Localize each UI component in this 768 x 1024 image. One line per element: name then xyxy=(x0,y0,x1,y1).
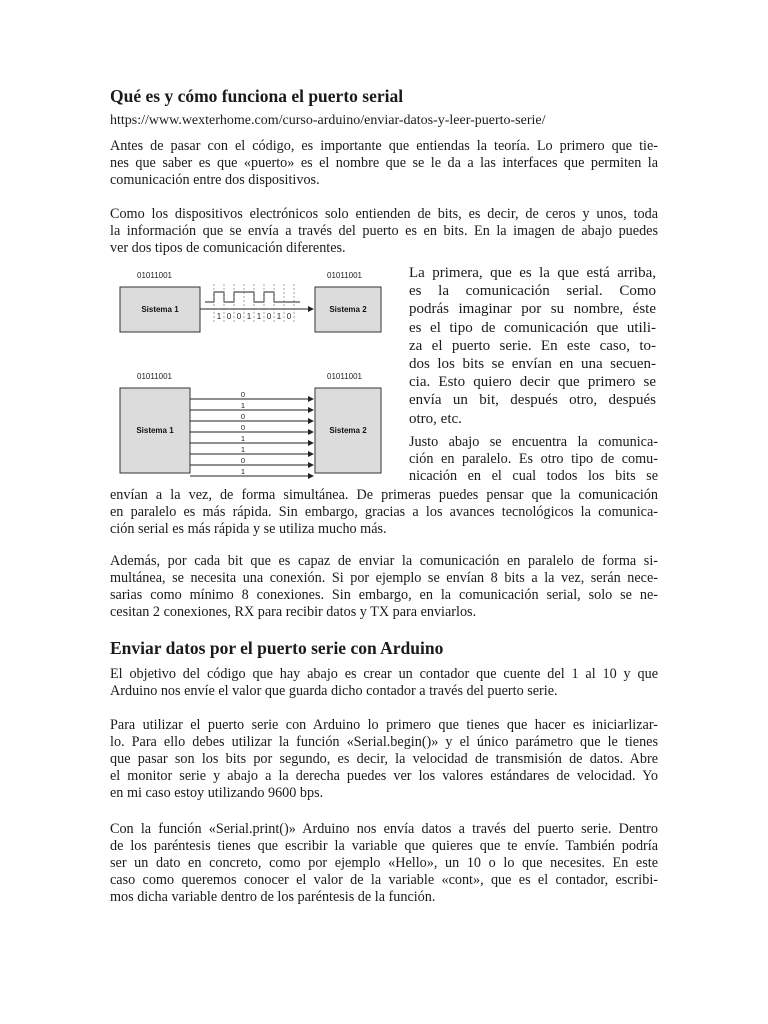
text-line: ción serial es más rápida y se utiliza mucho más. xyxy=(110,521,387,537)
text-line: Como los dispositivos electrónicos solo entienden de bits, es decir, de ceros y unos, toda xyxy=(110,206,658,222)
parallel-byte-left: 01011001 xyxy=(137,372,172,381)
section-title-arduino: Enviar datos por el puerto serie con Arduino xyxy=(110,638,444,658)
parallel-connections xyxy=(190,390,313,476)
parallel-bit-3: 0 xyxy=(240,423,246,432)
text-line: dos los bits se envían en una secuen- xyxy=(409,356,656,373)
text-line: de los paréntesis tienes que escribir la variable que quieres que te envíe. También podría xyxy=(110,838,658,854)
paragraph-serial-print xyxy=(110,821,658,906)
text-line: otro, etc. xyxy=(409,410,462,427)
serial-bit-7: 0 xyxy=(286,312,292,321)
paragraph-speed xyxy=(110,487,658,538)
parallel-bit-0: 0 xyxy=(240,390,246,399)
text-line: ser un dato en concreto, como por ejemplo «Hello», un 10 o lo que necesites. En este xyxy=(110,855,658,871)
parallel-byte-right: 01011001 xyxy=(327,372,362,381)
paragraph-connections xyxy=(110,553,658,621)
serial-bit-5: 0 xyxy=(266,312,272,321)
serial-bit-4: 1 xyxy=(256,312,262,321)
parallel-bit-1: 1 xyxy=(240,401,246,410)
serial-explanation xyxy=(409,264,656,428)
parallel-system-2-label: Sistema 2 xyxy=(329,426,367,435)
parallel-bit-7: 1 xyxy=(240,467,246,476)
text-line: mos dicha variable dentro de los paréntesis de la función. xyxy=(110,889,436,905)
text-line: ción en paralelo. Es otro tipo de comu- xyxy=(409,451,658,467)
serial-system-2-label: Sistema 2 xyxy=(329,305,367,314)
text-line: es el tipo de comunicación que utili- xyxy=(409,319,656,336)
text-line: Antes de pasar con el código, es importante que entiendas la teoría. Lo primero que tie- xyxy=(110,138,658,154)
serial-bit-3: 1 xyxy=(246,312,252,321)
paragraph-objective xyxy=(110,666,658,700)
serial-waveform xyxy=(205,292,300,302)
serial-byte-left: 01011001 xyxy=(137,271,172,280)
text-line: en mi caso estoy utilizando 9600 bps. xyxy=(110,785,324,801)
text-line: nicación en el cual todos los bits se xyxy=(409,468,658,484)
text-line: que pasar son los bits por segundo, es decir, la velocidad de transmisión de datos. Abre xyxy=(110,751,658,767)
text-line: cesitan 2 conexiones, RX para recibir datos y TX para enviarlos. xyxy=(110,604,477,620)
text-line: caso como queremos conocer el valor de la variable «cont», que es el contador, escribi- xyxy=(110,872,658,888)
text-line: nes que saber es que «puerto» es el nombre que se le da a las interfaces que permiten la xyxy=(110,155,658,171)
serial-system-1-label: Sistema 1 xyxy=(141,305,179,314)
text-line: Arduino nos envíe el valor que guarda dicho contador a través del puerto serie. xyxy=(110,683,558,699)
text-line: en paralelo es más rápida. Sin embargo, gracias a los avances tecnológicos la comunica- xyxy=(110,504,658,520)
parallel-bit-6: 0 xyxy=(240,456,246,465)
source-url: https://www.wexterhome.com/curso-arduino/enviar-datos-y-leer-puerto-serie/ xyxy=(110,113,546,128)
text-line: el monitor serie y abajo a la derecha puedes ver los valores estándares de velocidad. Yo xyxy=(110,768,658,784)
paragraph-serial-begin xyxy=(110,717,658,802)
text-line: lo. Para ello debes utilizar la función «Serial.begin()» y el único parámetro que le tienes xyxy=(110,734,658,750)
paragraph-intro xyxy=(110,138,658,189)
serial-bit-1: 0 xyxy=(226,312,232,321)
text-line: Para utilizar el puerto serie con Arduino lo primero que tienes que hacer es iniciarlizar- xyxy=(110,717,658,733)
text-line: La primera, que es la que está arriba, xyxy=(409,265,656,281)
text-line: Justo abajo se encuentra la comunica- xyxy=(409,434,658,450)
text-line: ver dos tipos de comunicación diferentes. xyxy=(110,240,346,256)
text-line: El objetivo del código que hay abajo es crear un contador que cuente del 1 al 10 y que xyxy=(110,666,658,682)
serial-vs-parallel-diagram xyxy=(110,262,400,480)
parallel-bit-5: 1 xyxy=(240,445,246,454)
text-line: podrás imaginar por su nombre, éste xyxy=(409,301,656,318)
text-line: envían a la vez, de forma simultánea. De primeras puedes pensar que la comunicación xyxy=(110,487,658,503)
text-line: za el puerto serie. En este caso, to- xyxy=(409,337,656,354)
text-line: multánea, se necesita una conexión. Si por ejemplo se envían 8 bits a la vez, serán nece- xyxy=(110,570,658,586)
parallel-bit-4: 1 xyxy=(240,434,246,443)
text-line: es la comunicación serial. Como xyxy=(409,283,656,300)
text-line: Además, por cada bit que es capaz de enviar la comunicación en paralelo de forma si- xyxy=(110,553,658,569)
serial-bit-2: 0 xyxy=(236,312,242,321)
text-line: sarias como mínimo 8 conexiones. Sin embargo, en la comunicación serial, solo se ne- xyxy=(110,587,658,603)
parallel-system-1-label: Sistema 1 xyxy=(136,426,174,435)
text-line: cia. Esto quiero decir que primero se xyxy=(409,374,656,391)
text-line: la información que se envía a través del puerto es en bits. En la imagen de abajo puedes xyxy=(110,223,658,239)
serial-bit-0: 1 xyxy=(216,312,222,321)
serial-bit-6: 1 xyxy=(276,312,282,321)
parallel-bit-2: 0 xyxy=(240,412,246,421)
paragraph-bits xyxy=(110,206,658,257)
parallel-explanation xyxy=(409,434,658,485)
text-line: Con la función «Serial.print()» Arduino nos envía datos a través del puerto serie. Dentro xyxy=(110,821,658,837)
section-title-serial-port: Qué es y cómo funciona el puerto serial xyxy=(110,86,404,106)
serial-byte-right: 01011001 xyxy=(327,271,362,280)
text-line: comunicación entre dos dispositivos. xyxy=(110,172,320,188)
text-line: envía un bit, después otro, después xyxy=(409,392,656,409)
